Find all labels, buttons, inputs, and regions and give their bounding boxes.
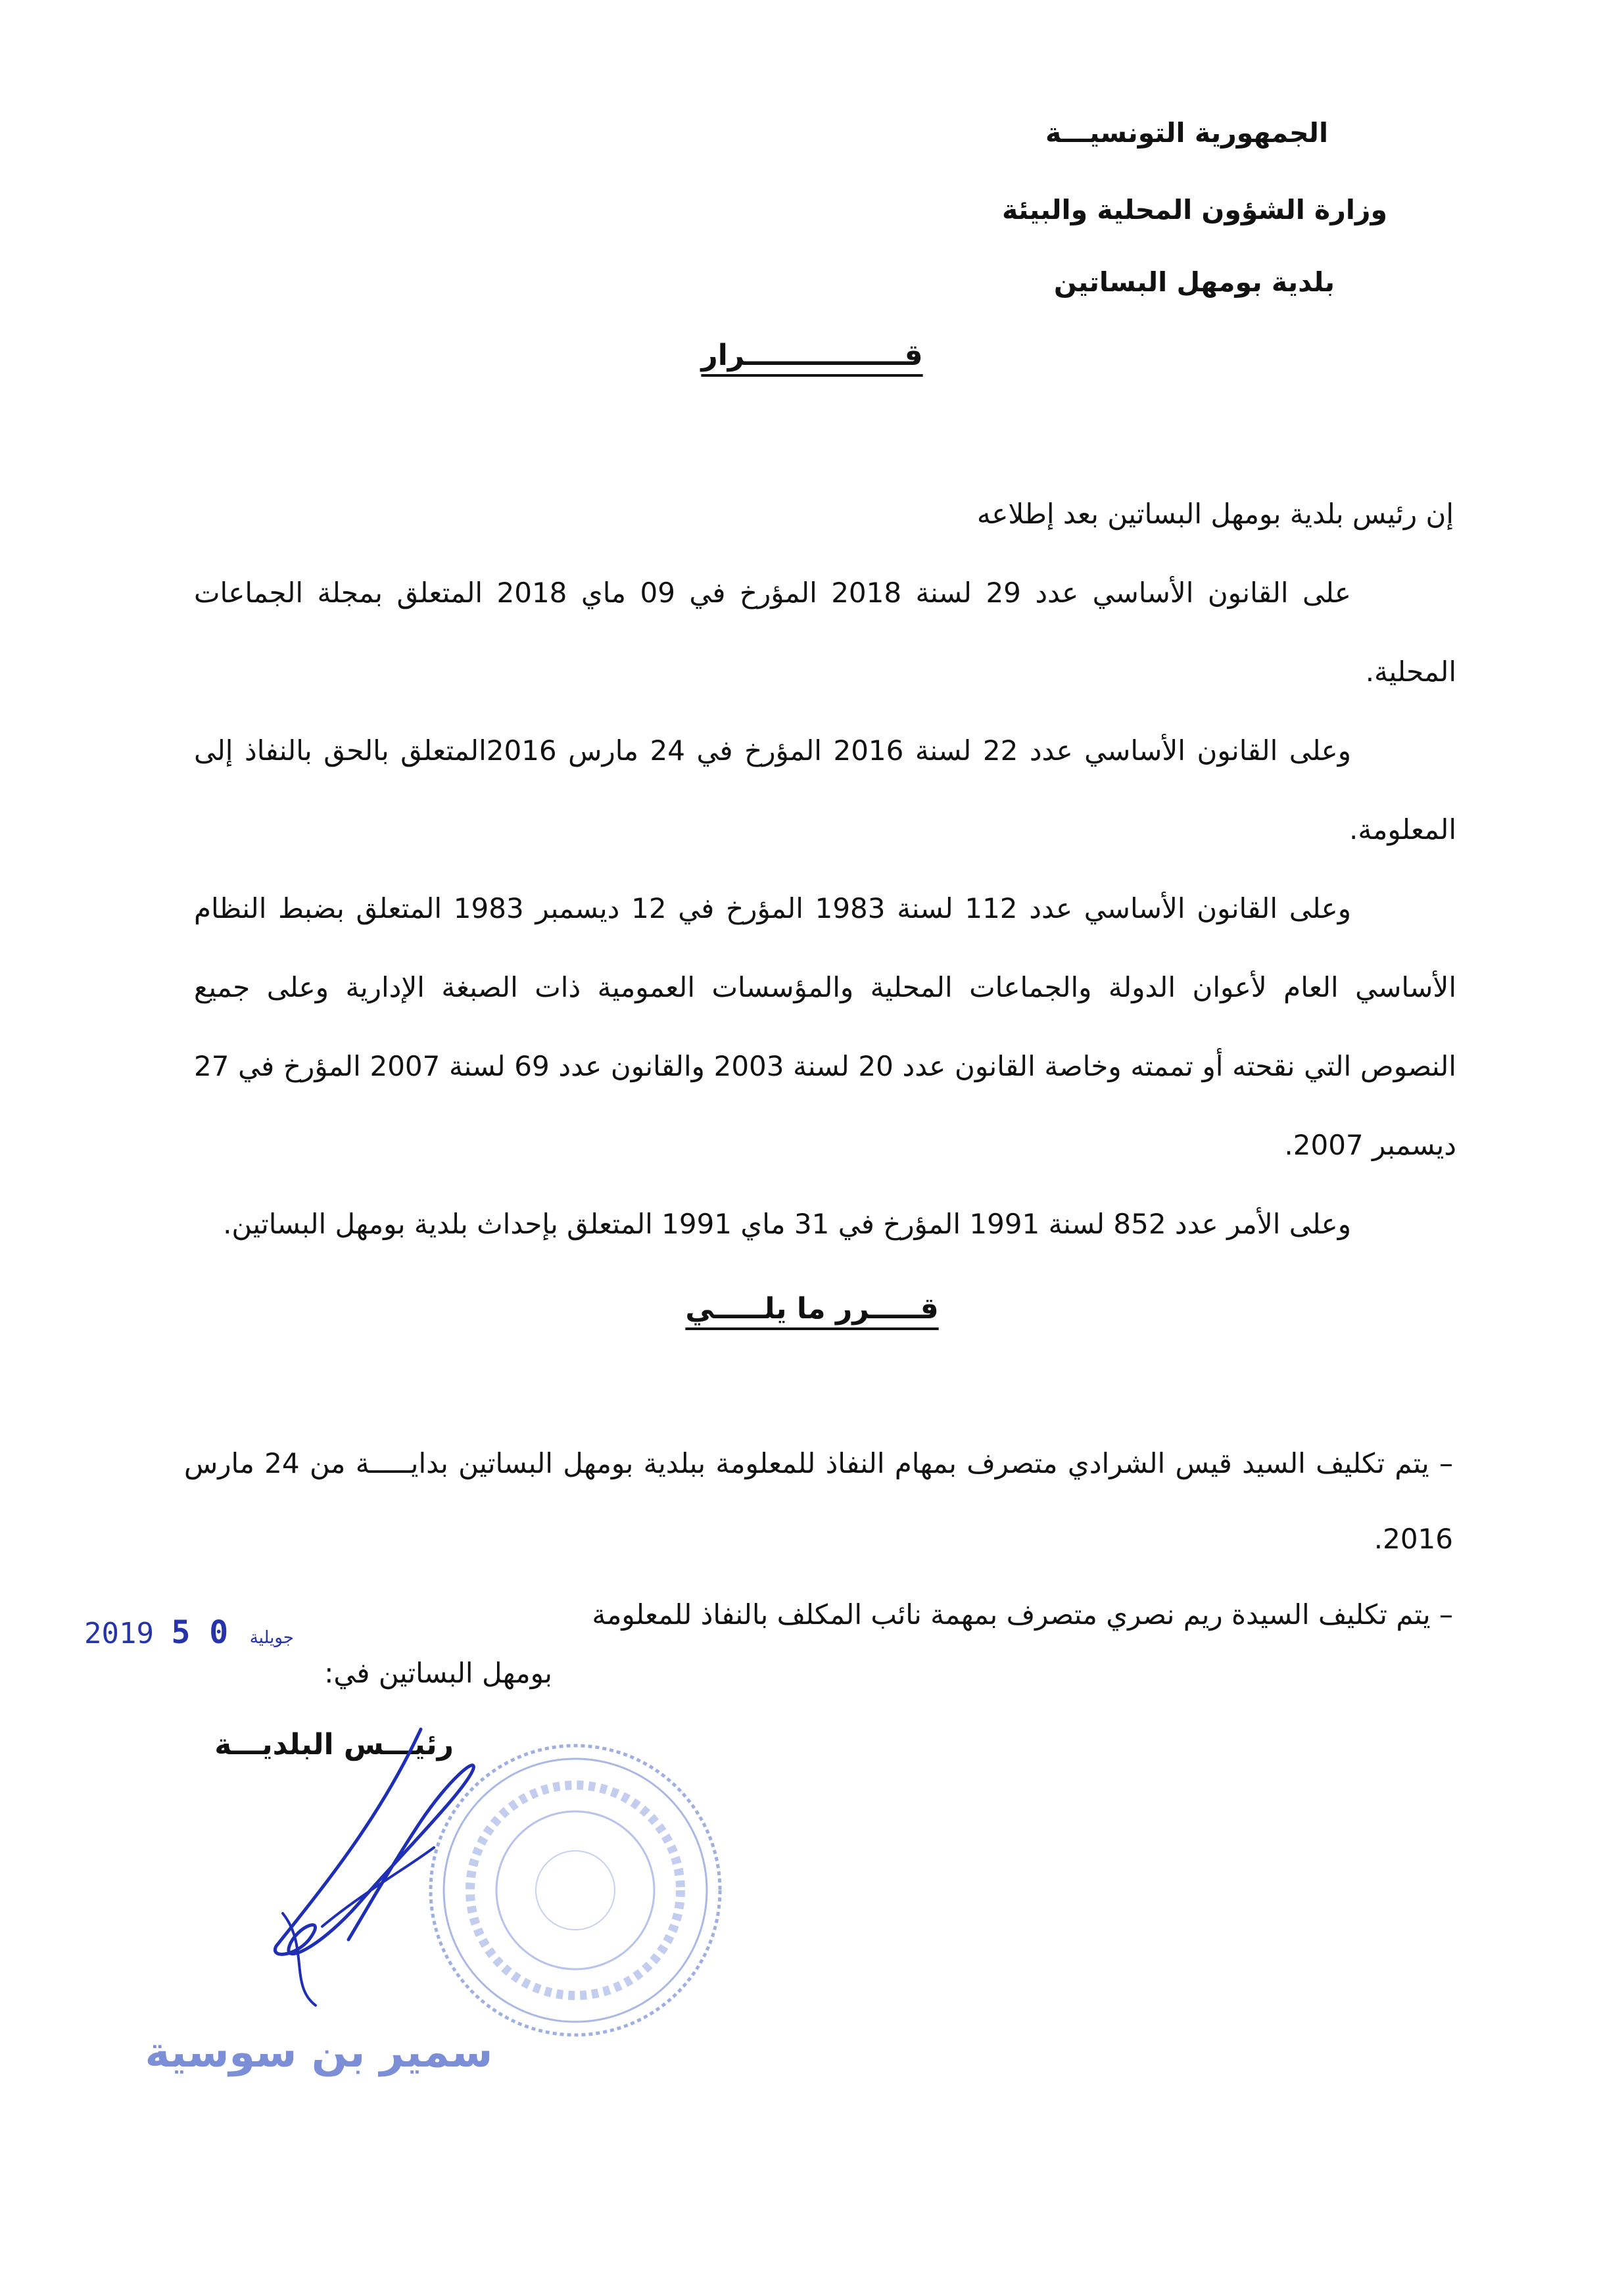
date-stamp-month: جويلية: [249, 1628, 294, 1648]
preamble-opening: إن رئيس بلدية بومهل البساتين بعد إطلاعه: [976, 498, 1454, 530]
preamble-clause-2: وعلى القانون الأساسي عدد 22 لسنة 2016 المؤرخ في 24 مارس 2016المتعلق بالحق بالنفاذ إلى المعلومة.: [194, 734, 1456, 846]
preamble-clause-3: وعلى القانون الأساسي عدد 112 لسنة 1983 المؤرخ في 12 ديسمبر 1983 المتعلق بضبط النظام الأساسي العام لأعوان الدولة والجماعات المحلية والمؤسسات العمومية ذات الصبغة الإدارية وعلى جميع النصوص التي نقحته أو تممته وخاصة القانون عدد 20 لسنة 2003 والقانون عدد 69 لسنة 2007 المؤرخ في 27 ديسمبر 2007.: [194, 892, 1456, 1161]
article-item-2: – يتم تكليف السيدة ريم نصري متصرف بمهمة نائب المكلف بالنفاذ للمعلومة: [592, 1598, 1453, 1631]
decides-title-text: قـــــرر ما يلـــــي: [685, 1292, 939, 1326]
decision-title-text: قــــــــــــــــرار: [701, 339, 923, 372]
preamble-clause-4: وعلى الأمر عدد 852 لسنة 1991 المؤرخ في 31 ماي 1991 المتعلق بإحداث بلدية بومهل البساتين.: [223, 1208, 1351, 1240]
preamble-clause-1: على القانون الأساسي عدد 29 لسنة 2018 المؤرخ في 09 ماي 2018 المتعلق بمجلة الجماعات المحلية.: [194, 577, 1456, 688]
date-stamp-day: 0 5: [171, 1614, 229, 1651]
signatory-name-stamp: سمير بن سوسية: [145, 2028, 493, 2077]
decision-title: [0, 339, 1624, 372]
header-republic: الجمهورية التونسيـــة: [1045, 117, 1328, 149]
header-municipality: بلدية بومهل البساتين: [1053, 266, 1335, 298]
date-stamp-year: 2019: [84, 1617, 154, 1650]
signatory-title: رئيـــس البلديـــة: [214, 1728, 454, 1761]
article-item-1: – يتم تكليف السيد قيس الشرادي متصرف بمهام النفاذ للمعلومة ببلدية بومهل البساتين بدايـــــة من 24 مارس 2016.: [184, 1447, 1453, 1555]
signature-place: بومهل البساتين في:: [324, 1657, 552, 1689]
handwritten-signature-icon: [256, 1709, 519, 2012]
date-stamp: [84, 1614, 298, 1651]
preamble: [194, 475, 1456, 1264]
header-ministry: وزارة الشؤون المحلية والبيئة: [1002, 194, 1387, 226]
articles-list: [184, 1425, 1453, 1652]
decides-title: [0, 1292, 1624, 1326]
